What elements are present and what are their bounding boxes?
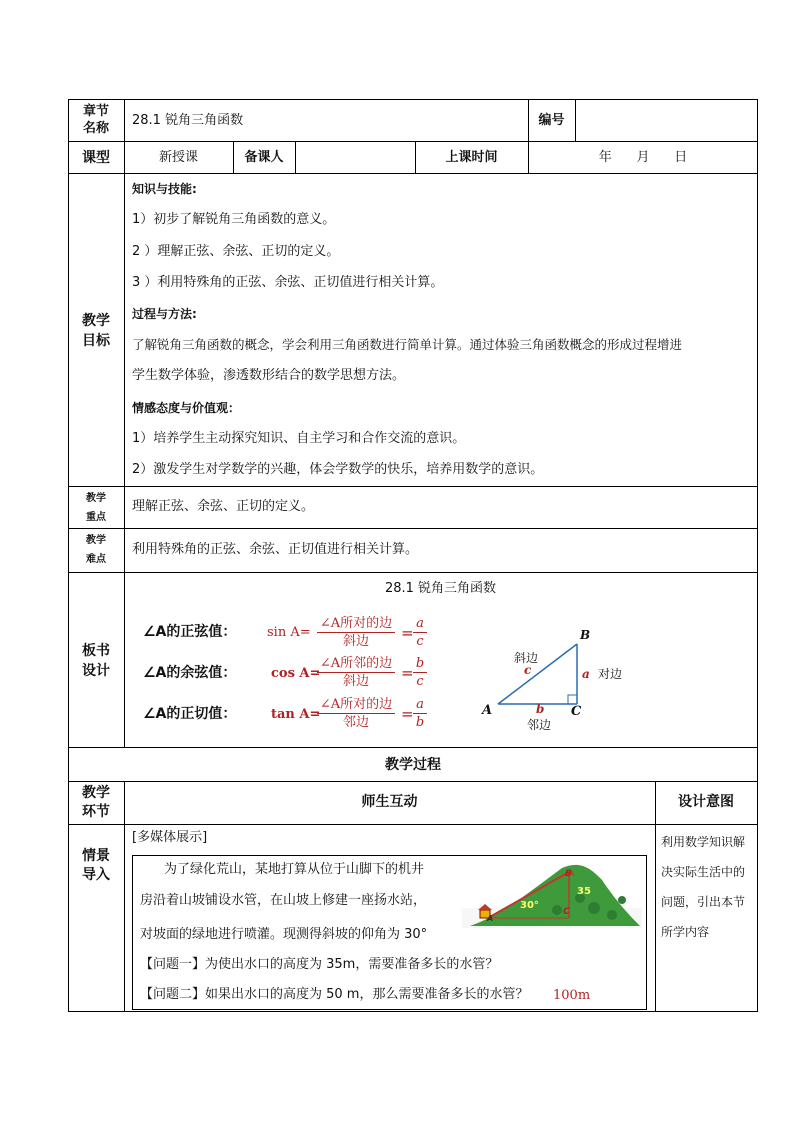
sin-name: ∠A的正弦值： (143, 624, 237, 640)
tan-ratio-den: b (415, 715, 425, 730)
cos-numerator: ∠A所邻的边 (317, 656, 395, 673)
key-point-text: 理解正弦、余弦、正切的定义。 (132, 499, 315, 514)
class-date: 年 月 日 (598, 150, 688, 165)
type-label: 课型 (82, 150, 110, 166)
board-title: 28.1 锐角三角函数 (384, 581, 497, 596)
sin-ratio (413, 616, 427, 649)
side-b-label: b (536, 702, 545, 716)
sin-numerator: ∠A所对的边 (317, 616, 395, 633)
mountain-a-label: A (487, 914, 494, 923)
question-two: 【问题二】如果出水口的高度为 50 m，那么需要准备多长的水管？ (140, 987, 529, 1002)
sin-denominator: 斜边 (342, 634, 369, 649)
goal-line: 2）激发学生对学数学的兴趣，体会学数学的快乐，培养用数学的意识。 (132, 462, 544, 477)
intent-label: 设计意图 (678, 794, 734, 810)
cos-denominator: 斜边 (342, 674, 369, 689)
tan-fraction (317, 697, 395, 730)
mountain-height-label: 35 (577, 886, 591, 897)
cos-ratio-num: b (413, 656, 427, 673)
tan-ratio-num: a (413, 697, 427, 714)
side-c-label: c (524, 663, 532, 677)
key-point-label: 教学 重点 (86, 493, 106, 523)
sin-fraction (317, 616, 395, 649)
intent-line: 决实际生活中的 (661, 865, 746, 879)
goal-line: 1）培养学生主动探究知识、自主学习和合作交流的意识。 (132, 431, 466, 446)
board-label: 板书 设计 (82, 643, 110, 679)
vertex-b-label: B (580, 628, 591, 642)
cos-ratio-den: c (416, 674, 424, 689)
intent-line: 问题，引出本节 (661, 895, 746, 909)
cos-equals: = (401, 664, 414, 682)
sin-func: sin A= (267, 625, 311, 640)
tan-denominator: 邻边 (342, 715, 369, 730)
tan-name: ∠A的正切值： (143, 706, 237, 722)
process-title: 教学过程 (385, 757, 441, 773)
goal-line: 2 ）理解正弦、余弦、正切的定义。 (132, 244, 340, 259)
problem-line: 对坡面的绿地进行喷灌。现测得斜坡的仰角为 30° (140, 927, 428, 942)
class-time-label: 上课时间 (445, 150, 498, 165)
vertex-c-label: C (571, 704, 582, 719)
cos-name: ∠A的余弦值： (143, 665, 237, 681)
media-tag: [多媒体展示] (132, 830, 208, 845)
difficulty-label: 教学 难点 (86, 535, 106, 565)
goal-line: 3 ）利用特殊角的正弦、余弦、正切值进行相关计算。 (132, 275, 444, 290)
sin-equals: = (401, 624, 414, 642)
question-one: 【问题一】为使出水口的高度为 35m，需要准备多长的水管？ (140, 957, 499, 972)
tan-func: tan A= (271, 707, 321, 722)
mountain-c-label: C (563, 907, 570, 917)
goal-line: 1）初步了解锐角三角函数的意义。 (132, 212, 336, 227)
goals-label: 教学 目标 (82, 313, 110, 349)
goal-line: 情感态度与价值观： (132, 401, 241, 415)
number-label: 编号 (538, 113, 565, 128)
preparer-field[interactable] (296, 142, 415, 173)
cos-func: cos A= (271, 666, 321, 681)
chapter-label: 章节 名称 (82, 104, 109, 136)
right-angle-mark (568, 695, 577, 704)
problem-line: 房沿着山坡铺设水管，在山坡上修建一座扬水站， (140, 893, 427, 908)
type-value: 新授课 (158, 150, 198, 165)
goal-line: 知识与技能: (132, 182, 197, 196)
mountain-angle-label: 30° (520, 900, 539, 911)
intent-line: 利用数学知识解 (661, 835, 746, 849)
number-field[interactable] (576, 100, 757, 141)
opposite-label: 对边 (598, 667, 623, 681)
hypotenuse-label: 斜边 (514, 651, 539, 665)
goal-line: 学生数学体验，渗透数形结合的数学思想方法。 (132, 368, 406, 383)
tan-ratio (413, 697, 427, 730)
sin-ratio-den: c (416, 634, 424, 649)
cos-fraction (317, 656, 395, 689)
intent-line: 所学内容 (661, 925, 710, 939)
problem-line: 为了绿化荒山，某地打算从位于山脚下的机井 (164, 862, 425, 877)
difficulty-text: 利用特殊角的正弦、余弦、正切值进行相关计算。 (132, 542, 419, 557)
adjacent-label: 邻边 (527, 718, 552, 732)
question-two-answer: 100m (553, 988, 591, 1003)
goal-line: 过程与方法: (132, 307, 197, 321)
preparer-label: 备课人 (244, 150, 284, 165)
side-a-label: a (582, 667, 590, 681)
chapter-value: 28.1 锐角三角函数 (132, 113, 244, 128)
tan-equals: = (401, 705, 414, 723)
mountain-b-label: B (565, 869, 572, 879)
interaction-label: 师生互动 (361, 794, 418, 810)
sin-ratio-num: a (413, 616, 427, 633)
stage-label: 教学 环节 (82, 785, 110, 820)
tan-numerator: ∠A所对的边 (317, 697, 395, 714)
cos-ratio (413, 656, 427, 689)
intro-label: 情景 导入 (82, 848, 110, 883)
vertex-a-label: A (482, 703, 493, 718)
goal-line: 了解锐角三角函数的概念，学会利用三角函数进行简单计算。通过体验三角函数概念的形成过程增进 (132, 337, 683, 352)
